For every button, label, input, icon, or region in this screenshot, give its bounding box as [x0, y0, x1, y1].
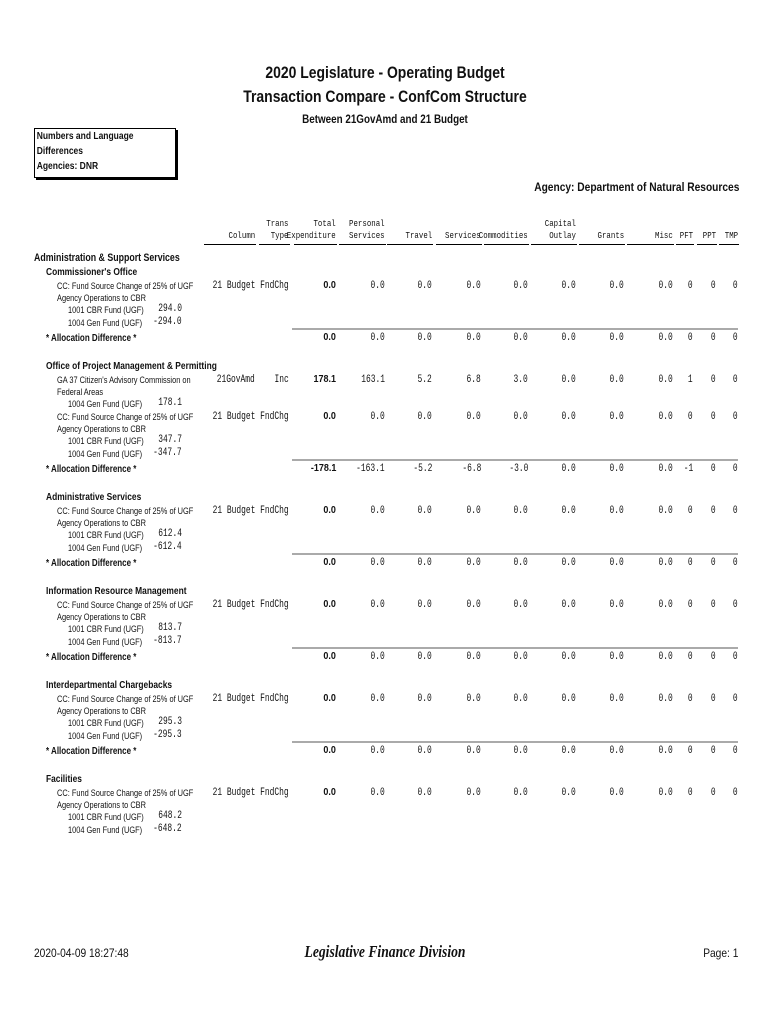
transaction-description: GA 37 Citizen's Advisory Commission on: [57, 375, 191, 386]
column-header-grants: Grants: [597, 230, 624, 241]
value-cell: 0.0: [466, 332, 481, 344]
value-cell: 0: [733, 463, 738, 475]
subtotal-rule: [292, 647, 738, 649]
transaction-type: FndChg: [260, 787, 289, 799]
allocation-heading: Interdepartmental Chargebacks: [46, 679, 173, 691]
value-cell: 0.0: [658, 463, 673, 475]
fund-source-name: 1001 CBR Fund (UGF): [68, 718, 144, 729]
transaction-description: CC: Fund Source Change of 25% of UGF: [57, 506, 194, 517]
column-header-underline: [697, 244, 717, 245]
value-cell: 0.0: [323, 599, 336, 610]
value-cell: 0.0: [417, 411, 432, 423]
value-cell: 0.0: [466, 693, 481, 705]
value-cell: 0: [733, 505, 738, 517]
transaction-description: CC: Fund Source Change of 25% of UGF: [57, 412, 194, 423]
fund-source-amount: 295.3: [158, 716, 182, 728]
value-cell: 0: [733, 557, 738, 569]
column-header-underline: [579, 244, 625, 245]
value-cell: 0.0: [417, 505, 432, 517]
footer-timestamp: 2020-04-09 18:27:48: [34, 946, 129, 960]
value-cell: 0.0: [513, 332, 528, 344]
value-cell: 0: [711, 374, 716, 386]
value-cell: 0.0: [370, 505, 385, 517]
value-cell: 0.0: [513, 745, 528, 757]
value-cell: 0.0: [370, 557, 385, 569]
value-cell: 0.0: [417, 745, 432, 757]
column-header-underline: [531, 244, 577, 245]
value-cell: 0.0: [323, 651, 336, 662]
column-header-services: Services: [445, 230, 481, 241]
value-cell: 0.0: [417, 332, 432, 344]
value-cell: 0: [733, 787, 738, 799]
value-cell: 0: [688, 280, 693, 292]
transaction-description: CC: Fund Source Change of 25% of UGF: [57, 600, 194, 611]
value-cell: 0: [688, 693, 693, 705]
fund-source-amount: -813.7: [153, 635, 182, 647]
value-cell: 0: [688, 651, 693, 663]
value-cell: 0.0: [609, 463, 624, 475]
value-cell: 0.0: [513, 651, 528, 663]
fund-source-amount: 813.7: [158, 622, 182, 634]
footer-division: Legislative Finance Division: [304, 942, 466, 961]
column-header-trans: Trans Type: [266, 218, 289, 241]
value-cell: 0.0: [658, 332, 673, 344]
value-cell: 0.0: [323, 411, 336, 422]
value-cell: 0.0: [609, 280, 624, 292]
fund-source-name: 1001 CBR Fund (UGF): [68, 305, 144, 316]
value-cell: 0.0: [417, 651, 432, 663]
value-cell: 0.0: [513, 411, 528, 423]
column-header-underline: [676, 244, 694, 245]
value-cell: 0: [733, 332, 738, 344]
value-cell: 0: [711, 557, 716, 569]
column-header-commodities: Commodities: [479, 230, 528, 241]
column-header-underline: [339, 244, 386, 245]
value-cell: 0.0: [561, 374, 576, 386]
filter-box: [34, 128, 176, 178]
fund-source-name: 1001 CBR Fund (UGF): [68, 530, 144, 541]
transaction-description: Agency Operations to CBR: [57, 518, 146, 529]
allocation-difference-label: * Allocation Difference *: [46, 652, 137, 663]
value-cell: -5.2: [412, 463, 432, 475]
transaction-description: Agency Operations to CBR: [57, 800, 146, 811]
value-cell: 178.1: [313, 374, 336, 385]
report-title: 2020 Legislature - Operating Budget: [265, 63, 505, 82]
value-cell: 3.0: [513, 374, 528, 386]
value-cell: 0: [711, 745, 716, 757]
fund-source-name: 1004 Gen Fund (UGF): [68, 318, 143, 329]
value-cell: 0.0: [417, 557, 432, 569]
value-cell: 0.0: [609, 599, 624, 611]
allocation-heading: Commissioner's Office: [46, 266, 138, 278]
value-cell: 1: [688, 374, 693, 386]
report-comparison: Between 21GovAmd and 21 Budget: [302, 112, 468, 126]
column-header-underline: [204, 244, 256, 245]
allocation-difference-label: * Allocation Difference *: [46, 558, 137, 569]
value-cell: 0.0: [513, 280, 528, 292]
value-cell: 0.0: [609, 651, 624, 663]
value-cell: 0.0: [370, 745, 385, 757]
agency-heading: Agency: Department of Natural Resources: [533, 180, 739, 194]
column-header-underline: [259, 244, 290, 245]
value-cell: 0.0: [561, 332, 576, 344]
value-cell: -178.1: [310, 463, 336, 474]
appropriation-heading: Administration & Support Services: [34, 252, 180, 264]
value-cell: 0.0: [609, 505, 624, 517]
value-cell: 0: [733, 280, 738, 292]
fund-source-amount: 612.4: [158, 528, 182, 540]
value-cell: 0.0: [370, 411, 385, 423]
value-cell: 5.2: [417, 374, 432, 386]
column-header-capital: Capital Outlay: [544, 218, 576, 241]
value-cell: 0.0: [609, 374, 624, 386]
value-cell: 0.0: [466, 280, 481, 292]
value-cell: 0.0: [658, 745, 673, 757]
transaction-column: 21 Budget: [212, 693, 255, 705]
allocation-difference-label: * Allocation Difference *: [46, 464, 137, 475]
fund-source-name: 1004 Gen Fund (UGF): [68, 449, 143, 460]
value-cell: 0: [688, 745, 693, 757]
value-cell: 0: [733, 374, 738, 386]
value-cell: 0.0: [323, 787, 336, 798]
column-header-underline: [294, 244, 337, 245]
subtotal-rule: [292, 741, 738, 743]
value-cell: 0: [711, 332, 716, 344]
value-cell: 0: [688, 411, 693, 423]
column-header-underline: [627, 244, 674, 245]
footer-page-number: Page: 1: [702, 946, 738, 960]
value-cell: 0.0: [609, 411, 624, 423]
column-header-pft: PFT: [679, 230, 693, 241]
value-cell: 0: [711, 463, 716, 475]
column-header-column: Column: [228, 230, 255, 241]
value-cell: 0: [711, 651, 716, 663]
transaction-description: Agency Operations to CBR: [57, 612, 146, 623]
column-header-personal: Personal Services: [349, 218, 385, 241]
fund-source-name: 1004 Gen Fund (UGF): [68, 399, 143, 410]
value-cell: 0: [711, 280, 716, 292]
value-cell: -6.8: [461, 463, 481, 475]
value-cell: 0.0: [370, 332, 385, 344]
transaction-description: Agency Operations to CBR: [57, 706, 146, 717]
fund-source-amount: 294.0: [158, 303, 182, 315]
value-cell: 0: [733, 651, 738, 663]
value-cell: 0.0: [466, 557, 481, 569]
value-cell: 0.0: [417, 787, 432, 799]
fund-source-name: 1001 CBR Fund (UGF): [68, 624, 144, 635]
subtotal-rule: [292, 553, 738, 555]
value-cell: 0.0: [561, 505, 576, 517]
value-cell: 0.0: [561, 557, 576, 569]
value-cell: 0.0: [658, 374, 673, 386]
value-cell: 0.0: [658, 787, 673, 799]
value-cell: 0.0: [513, 599, 528, 611]
value-cell: 0.0: [609, 787, 624, 799]
fund-source-name: 1001 CBR Fund (UGF): [68, 812, 144, 823]
value-cell: 0.0: [466, 651, 481, 663]
value-cell: 0.0: [417, 280, 432, 292]
transaction-description: CC: Fund Source Change of 25% of UGF: [57, 694, 194, 705]
value-cell: 0: [688, 599, 693, 611]
transaction-description: CC: Fund Source Change of 25% of UGF: [57, 788, 194, 799]
allocation-difference-label: * Allocation Difference *: [46, 333, 137, 344]
transaction-column: 21 Budget: [212, 280, 255, 292]
value-cell: 0.0: [466, 505, 481, 517]
transaction-column: 21 Budget: [212, 411, 255, 423]
transaction-description: Agency Operations to CBR: [57, 293, 146, 304]
filter-line: Differences: [36, 146, 83, 157]
value-cell: 0.0: [323, 505, 336, 516]
value-cell: 0: [733, 745, 738, 757]
transaction-type: FndChg: [260, 411, 289, 423]
fund-source-amount: -295.3: [153, 729, 182, 741]
column-header-underline: [436, 244, 482, 245]
value-cell: 0.0: [658, 599, 673, 611]
value-cell: 0.0: [561, 411, 576, 423]
value-cell: 0: [688, 557, 693, 569]
value-cell: 0: [711, 787, 716, 799]
value-cell: 0.0: [561, 280, 576, 292]
subtotal-rule: [292, 328, 738, 330]
value-cell: 0.0: [609, 557, 624, 569]
filter-line: Agencies: DNR: [36, 161, 99, 172]
fund-source-amount: -648.2: [153, 823, 182, 835]
transaction-description: Federal Areas: [57, 387, 104, 398]
fund-source-amount: 347.7: [158, 434, 182, 446]
transaction-column: 21 Budget: [212, 599, 255, 611]
allocation-heading: Facilities: [46, 773, 82, 785]
value-cell: 0.0: [561, 693, 576, 705]
allocation-heading: Office of Project Management & Permitting: [46, 360, 217, 372]
value-cell: 0.0: [370, 651, 385, 663]
filter-line: Numbers and Language: [36, 131, 134, 142]
column-header-misc: Misc: [655, 230, 673, 241]
value-cell: 0: [711, 505, 716, 517]
transaction-type: Inc: [274, 374, 289, 386]
value-cell: 0: [711, 693, 716, 705]
subtotal-rule: [292, 459, 738, 461]
fund-source-name: 1004 Gen Fund (UGF): [68, 731, 143, 742]
value-cell: 0.0: [658, 411, 673, 423]
value-cell: 0.0: [417, 599, 432, 611]
value-cell: 0.0: [323, 557, 336, 568]
value-cell: 0.0: [370, 787, 385, 799]
column-header-underline: [484, 244, 529, 245]
fund-source-amount: 648.2: [158, 810, 182, 822]
value-cell: -163.1: [356, 463, 385, 475]
value-cell: 0.0: [609, 745, 624, 757]
fund-source-name: 1004 Gen Fund (UGF): [68, 825, 143, 836]
value-cell: 0.0: [513, 557, 528, 569]
column-header-ppt: PPT: [702, 230, 716, 241]
value-cell: 0.0: [513, 693, 528, 705]
fund-source-name: 1004 Gen Fund (UGF): [68, 637, 143, 648]
value-cell: 0.0: [561, 745, 576, 757]
allocation-heading: Information Resource Management: [46, 585, 187, 597]
value-cell: 0.0: [323, 332, 336, 343]
value-cell: 0.0: [466, 787, 481, 799]
value-cell: 0: [733, 411, 738, 423]
value-cell: 0.0: [658, 280, 673, 292]
transaction-column: 21GovAmd: [216, 374, 255, 386]
fund-source-amount: -347.7: [153, 447, 182, 459]
transaction-column: 21 Budget: [212, 787, 255, 799]
transaction-type: FndChg: [260, 599, 289, 611]
value-cell: 6.8: [466, 374, 481, 386]
column-header-underline: [387, 244, 433, 245]
value-cell: 0.0: [466, 411, 481, 423]
value-cell: 0.0: [658, 557, 673, 569]
column-header-total: Total Expenditure: [287, 218, 336, 241]
value-cell: 0.0: [513, 787, 528, 799]
value-cell: 0.0: [370, 599, 385, 611]
transaction-column: 21 Budget: [212, 505, 255, 517]
column-header-tmp: TMP: [724, 230, 738, 241]
value-cell: 0: [688, 505, 693, 517]
value-cell: 0: [711, 599, 716, 611]
value-cell: 0.0: [323, 693, 336, 704]
allocation-difference-label: * Allocation Difference *: [46, 746, 137, 757]
value-cell: 0.0: [561, 651, 576, 663]
transaction-type: FndChg: [260, 280, 289, 292]
value-cell: 0.0: [466, 745, 481, 757]
allocation-heading: Administrative Services: [46, 491, 142, 503]
value-cell: -3.0: [508, 463, 528, 475]
fund-source-amount: -612.4: [153, 541, 182, 553]
fund-source-name: 1004 Gen Fund (UGF): [68, 543, 143, 554]
value-cell: 163.1: [361, 374, 385, 386]
report-subtitle: Transaction Compare - ConfCom Structure: [243, 87, 527, 106]
value-cell: 0.0: [561, 463, 576, 475]
value-cell: -1: [683, 463, 693, 475]
value-cell: 0.0: [370, 693, 385, 705]
fund-source-amount: 178.1: [158, 397, 182, 409]
value-cell: 0: [711, 411, 716, 423]
value-cell: 0: [688, 332, 693, 344]
value-cell: 0.0: [513, 505, 528, 517]
value-cell: 0: [733, 599, 738, 611]
fund-source-name: 1001 CBR Fund (UGF): [68, 436, 144, 447]
value-cell: 0.0: [370, 280, 385, 292]
value-cell: 0.0: [323, 280, 336, 291]
column-header-travel: Travel: [405, 230, 432, 241]
value-cell: 0.0: [561, 787, 576, 799]
value-cell: 0.0: [323, 745, 336, 756]
value-cell: 0: [688, 787, 693, 799]
value-cell: 0.0: [658, 505, 673, 517]
value-cell: 0.0: [561, 599, 576, 611]
transaction-type: FndChg: [260, 505, 289, 517]
column-header-underline: [719, 244, 739, 245]
value-cell: 0.0: [658, 693, 673, 705]
value-cell: 0.0: [466, 599, 481, 611]
value-cell: 0.0: [658, 651, 673, 663]
transaction-description: CC: Fund Source Change of 25% of UGF: [57, 281, 194, 292]
value-cell: 0.0: [609, 693, 624, 705]
value-cell: 0.0: [417, 693, 432, 705]
transaction-description: Agency Operations to CBR: [57, 424, 146, 435]
fund-source-amount: -294.0: [153, 316, 182, 328]
value-cell: 0.0: [609, 332, 624, 344]
value-cell: 0: [733, 693, 738, 705]
transaction-type: FndChg: [260, 693, 289, 705]
